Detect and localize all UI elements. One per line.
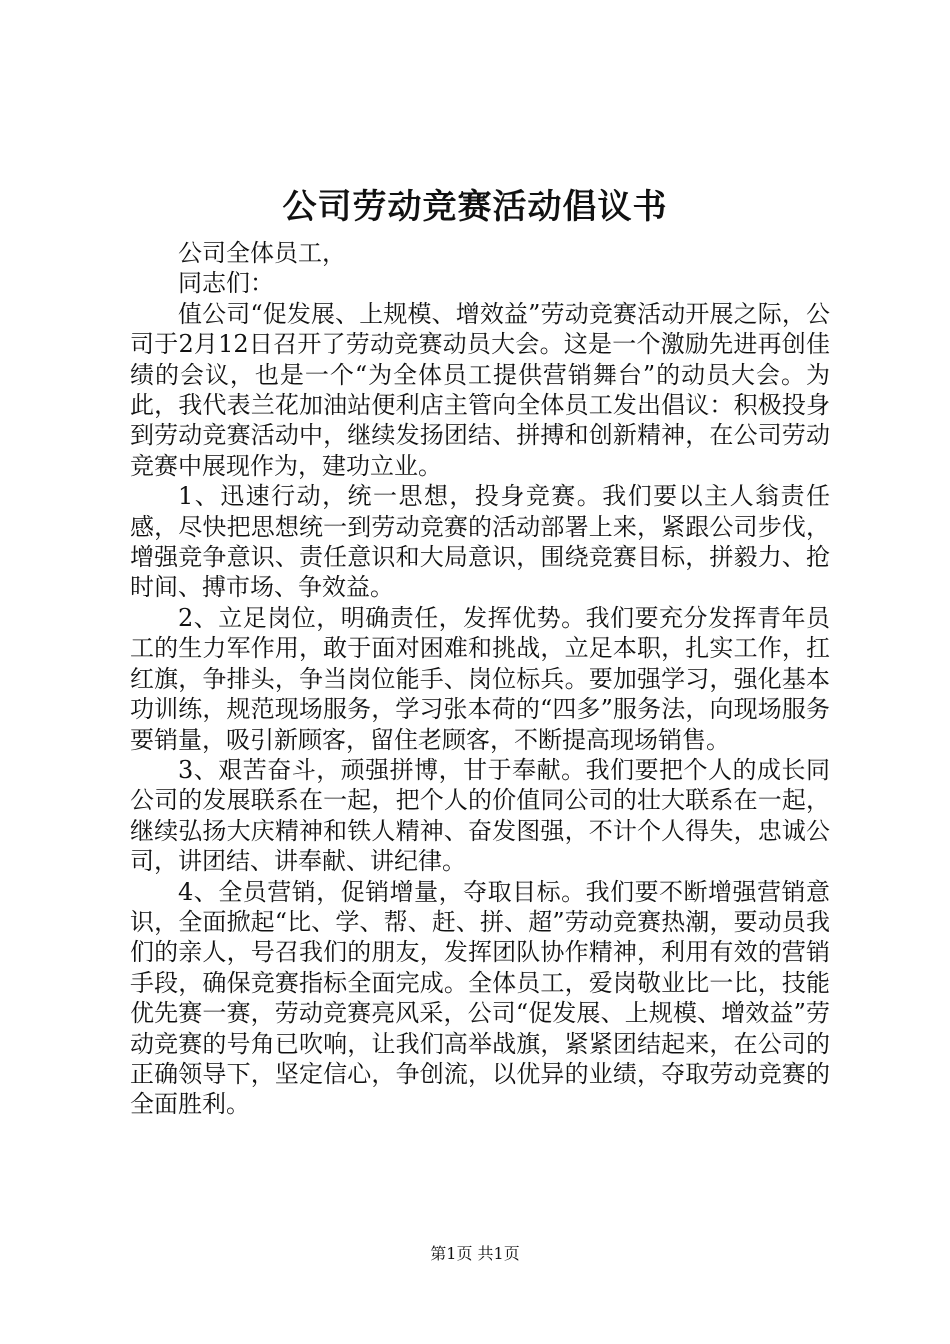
body-paragraph: 4、全员营销，促销增量，夺取目标。我们要不断增强营销意识，全面掀起“比、学、帮、赶、拼、超”劳动竞赛热潮，要动员我们的亲人，号召我们的朋友，发挥团队协作精神，利用有效的营销手段，确保竞赛指标全面完成。全体员工，爱岗敬业比一比，技能优先赛一赛，劳动竞赛亮风采，公司“促发展、上规模、增效益”劳动竞赛的号角已吹响，让我们高举战旗，紧紧团结起来，在公司的正确领导下，坚定信心，争创流，以优异的业绩，夺取劳动竞赛的全面胜利。: [130, 877, 830, 1119]
body-paragraph: 1、迅速行动，统一思想，投身竞赛。我们要以主人翁责任感，尽快把思想统一到劳动竞赛的活动部署上来，紧跟公司步伐，增强竞争意识、责任意识和大局意识，围绕竞赛目标，拼毅力、抢时间、搏市场、争效益。: [130, 482, 830, 602]
salutation-line: 公司全体员工，: [178, 239, 346, 267]
body-paragraph: 2、立足岗位，明确责任，发挥优势。我们要充分发挥青年员工的生力军作用，敢于面对困难和挑战，立足本职，扎实工作，扛红旗，争排头，争当岗位能手、岗位标兵。要加强学习，强化基本功训练，规范现场服务，学习张本荷的“四多”服务法，向现场服务要销量，吸引新顾客，留住老顾客，不断提高现场销售。: [130, 603, 830, 754]
document-body: [130, 238, 830, 1120]
document-title: 公司劳动竞赛活动倡议书: [282, 187, 668, 227]
body-paragraph: 3、艰苦奋斗，顽强拼博，甘于奉献。我们要把个人的成长同公司的发展联系在一起，把个人的价值同公司的壮大联系在一起，继续弘扬大庆精神和铁人精神、奋发图强，不计个人得失，忠诚公司，讲团结、讲奉献、讲纪律。: [130, 755, 830, 876]
page-footer: 第1页 共1页: [430, 1244, 520, 1263]
body-paragraph: 值公司“促发展、上规模、增效益”劳动竞赛活动开展之际，公司于2月12日召开了劳动竞赛动员大会。这是一个激励先进再创佳绩的会议，也是一个“为全体员工提供营销舞台”的动员大会。为此，我代表兰花加油站便利店主管向全体员工发出倡议：积极投身到劳动竞赛活动中，继续发扬团结、拼搏和创新精神，在公司劳动竞赛中展现作为，建功立业。: [130, 299, 830, 480]
salutation-line: 同志们：: [178, 269, 274, 298]
